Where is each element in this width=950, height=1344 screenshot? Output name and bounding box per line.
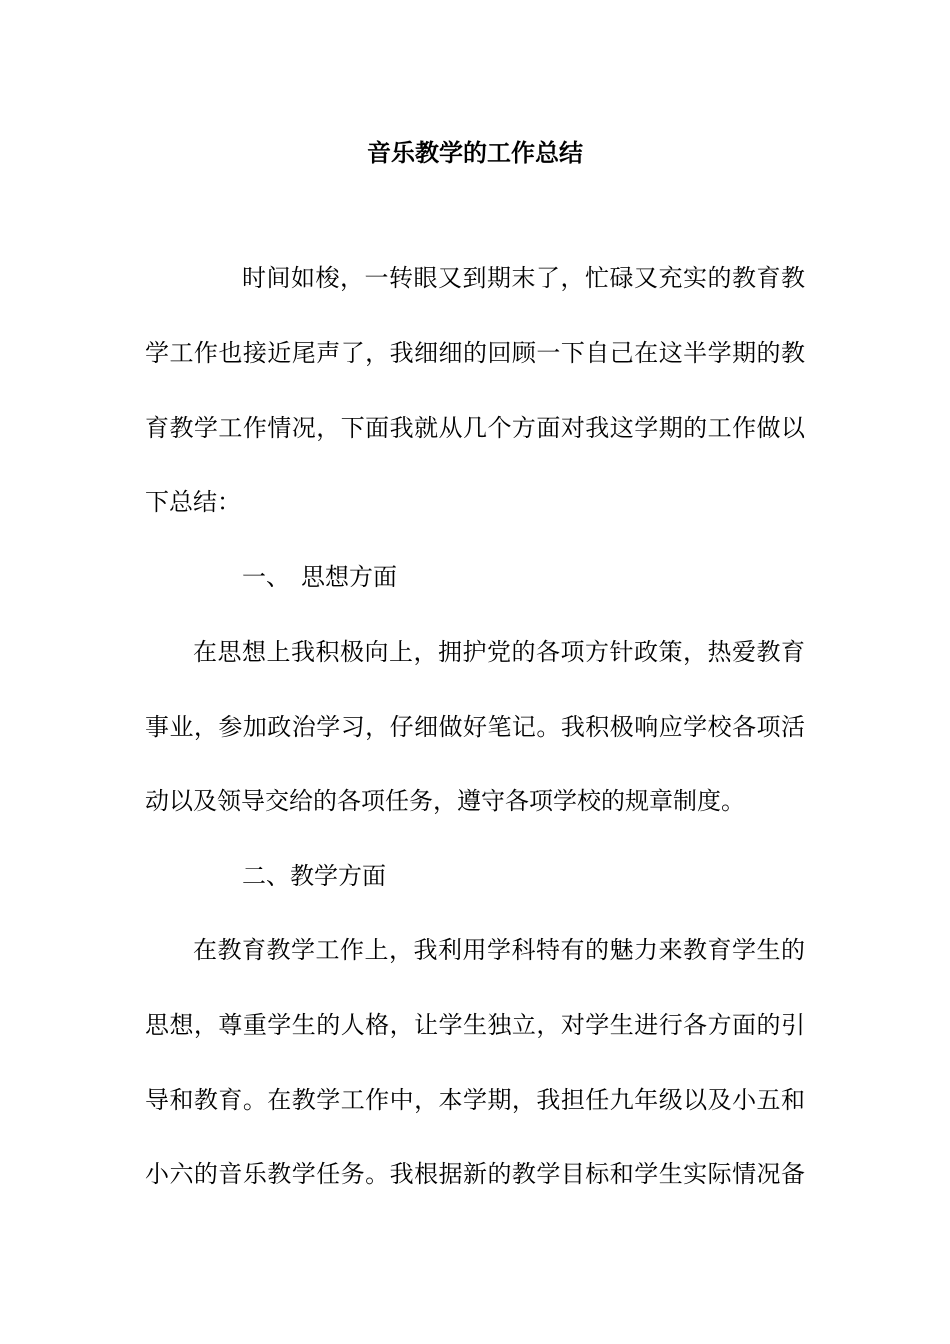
paragraph-1-line-4: 下总结： bbox=[145, 488, 241, 516]
paragraph-2-line-2: 事业，参加政治学习，仔细做好笔记。我积极响应学校各项活 bbox=[145, 713, 805, 741]
section-2-heading: 二、教学方面 bbox=[242, 862, 386, 890]
paragraph-2-line-1: 在思想上我积极向上，拥护党的各项方针政策，热爱教育 bbox=[193, 638, 805, 666]
paragraph-3-line-4: 小六的音乐教学任务。我根据新的教学目标和学生实际情况备 bbox=[145, 1160, 805, 1188]
paragraph-2-line-3: 动以及领导交给的各项任务，遵守各项学校的规章制度。 bbox=[145, 787, 745, 815]
paragraph-3-line-2: 思想，尊重学生的人格，让学生独立，对学生进行各方面的引 bbox=[145, 1011, 805, 1039]
paragraph-1-line-1: 时间如梭，一转眼又到期末了，忙碌又充实的教育教 bbox=[242, 264, 805, 292]
paragraph-3-line-1: 在教育教学工作上，我利用学科特有的魅力来教育学生的 bbox=[193, 936, 805, 964]
paragraph-1-line-3: 育教学工作情况，下面我就从几个方面对我这学期的工作做以 bbox=[145, 414, 805, 442]
section-1-heading: 思想方面 bbox=[301, 563, 397, 591]
paragraph-3-line-3: 导和教育。在教学工作中，本学期，我担任九年级以及小五和 bbox=[145, 1086, 805, 1114]
document-title: 音乐教学的工作总结 bbox=[367, 138, 583, 167]
paragraph-1-line-2: 学工作也接近尾声了，我细细的回顾一下自己在这半学期的教 bbox=[145, 339, 805, 367]
section-1-number: 一、 bbox=[242, 563, 290, 591]
